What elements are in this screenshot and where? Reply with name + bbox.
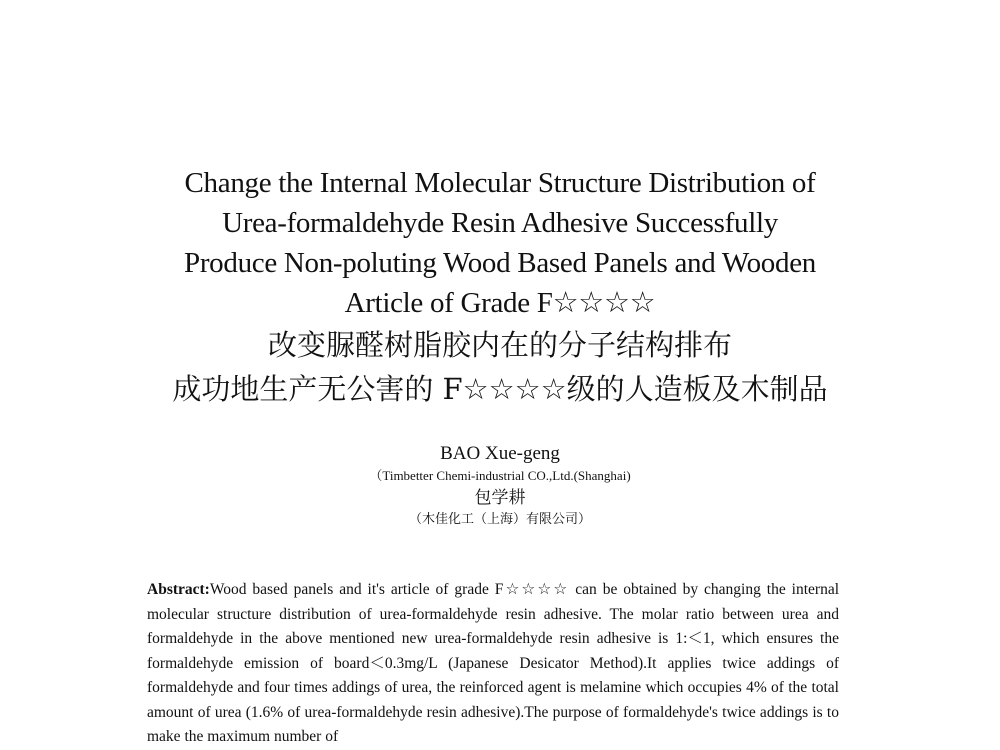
title-zh-line-2: 成功地生产无公害的 F☆☆☆☆级的人造板及木制品 (172, 372, 828, 406)
abstract-paragraph (147, 578, 839, 750)
title-en-line-1: Change the Internal Molecular Structure Distribution of (184, 167, 816, 199)
author-name-zh: 包学耕 (474, 488, 526, 508)
title-block (100, 163, 900, 411)
author-block (100, 442, 900, 530)
title-en-line-3: Produce Non-poluting Wood Based Panels and Wooden (184, 247, 816, 279)
author-affiliation-en: （Timbetter Chemi-industrial CO.,Ltd.(Shanghai) (369, 468, 631, 483)
title-en-line-2: Urea-formaldehyde Resin Adhesive Successfully (222, 207, 778, 239)
title-zh-line-1: 改变脲醛树脂胶内在的分子结构排布 (267, 328, 732, 362)
author-affiliation-zh: （木佳化工（上海）有限公司） (408, 512, 591, 527)
abstract-text: Wood based panels and it's article of grade F☆☆☆☆ can be obtained by changing the internal molecular structure distribution of urea-formaldehyde resin adhesive. The molar ratio between urea and formaldehyde in the above mentioned new urea-formaldehyde resin adhesive is 1:＜1, which ensures the formaldehyde emission of board＜0.3mg/L (Japanese Desicator Method).It applies twice addings of formaldehyde and four times addings of urea, the reinforced agent is melamine which occupies 4% of the total amount of urea (1.6% of urea-formaldehyde resin adhesive).The purpose of formaldehyde's twice addings is to make the maximum number of (147, 581, 839, 745)
author-name-en: BAO Xue-geng (440, 443, 560, 464)
abstract-label: Abstract: (147, 581, 210, 598)
title-en-line-4: Article of Grade F☆☆☆☆ (344, 287, 656, 319)
